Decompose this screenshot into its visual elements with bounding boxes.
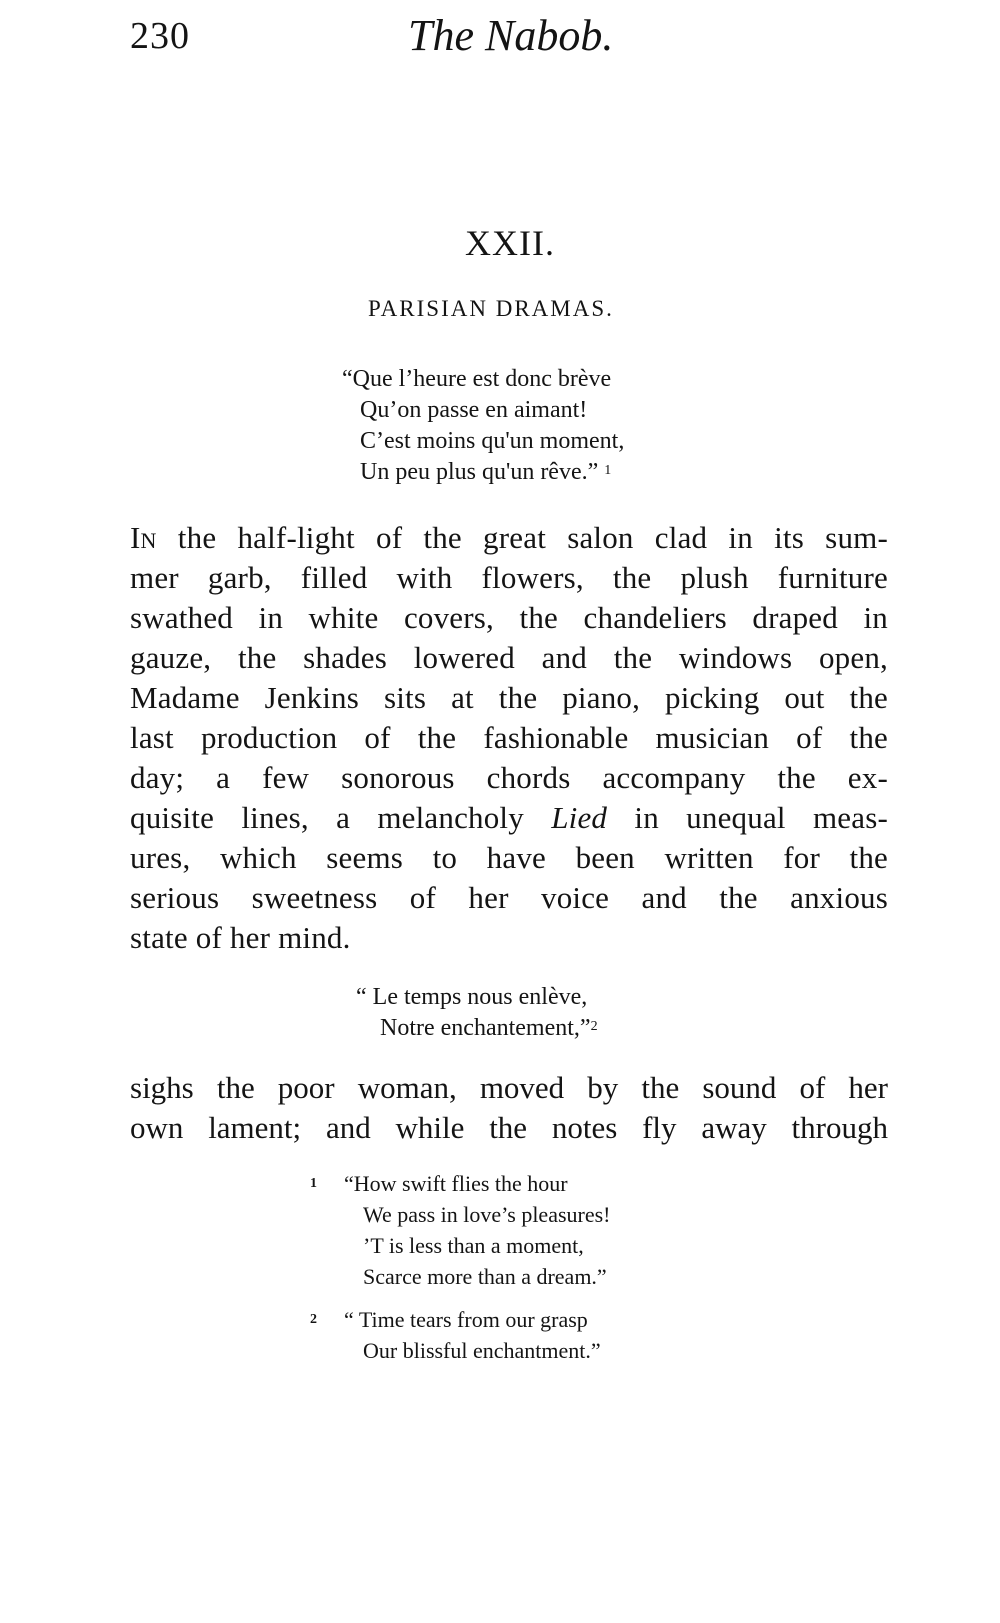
footnote-line bbox=[310, 1304, 611, 1335]
footnote-line: We pass in love’s pleasures! bbox=[363, 1202, 611, 1227]
footnote-mark: 2 bbox=[310, 1312, 317, 1327]
chapter-number: XXII. bbox=[465, 223, 555, 263]
body-line-text: quisite lines, a melancholy bbox=[130, 800, 552, 835]
body-line: day; a few sonorous chords accompany the ex- bbox=[130, 760, 888, 795]
chapter-title: PARISIAN DRAMAS. bbox=[368, 296, 614, 321]
body-line: state of her mind. bbox=[130, 920, 351, 955]
page-number: 230 bbox=[130, 15, 190, 57]
inline-quote bbox=[356, 982, 598, 1044]
footnote-1 bbox=[310, 1168, 611, 1292]
body-line: last production of the fashionable musician of the bbox=[130, 720, 888, 755]
body-line: swathed in white covers, the chandeliers draped in bbox=[130, 600, 888, 635]
body-paragraph bbox=[130, 518, 888, 958]
quote-line-last bbox=[356, 1013, 598, 1044]
footnote-line: ’T is less than a moment, bbox=[363, 1233, 584, 1258]
italic-lied: Lied bbox=[551, 800, 608, 835]
footnote-ref-1: 1 bbox=[604, 463, 612, 478]
body-line: Madame Jenkins sits at the piano, picking out the bbox=[130, 680, 888, 715]
footnote-text: “How swift flies the hour bbox=[344, 1171, 568, 1196]
body-line: own lament; and while the notes fly away through bbox=[130, 1110, 888, 1145]
quote-line: Notre enchantement,” bbox=[380, 1015, 591, 1041]
body-line: gauze, the shades lowered and the windows open, bbox=[130, 640, 888, 675]
body-line bbox=[130, 798, 888, 838]
continuation-paragraph bbox=[130, 1068, 888, 1148]
footnote-line bbox=[310, 1168, 611, 1199]
footnote-2 bbox=[310, 1304, 611, 1366]
epigraph-line: Un peu plus qu'un rêve.” bbox=[360, 459, 599, 485]
footnote-ref-2: 2 bbox=[590, 1019, 598, 1034]
footnote-line: Our blissful enchantment.” bbox=[363, 1338, 601, 1363]
epigraph-line-last bbox=[342, 457, 624, 488]
epigraph-line: Qu’on passe en aimant! bbox=[360, 397, 588, 423]
quote-line: “ Le temps nous enlève, bbox=[356, 984, 588, 1010]
footnote-line: Scarce more than a dream.” bbox=[363, 1264, 607, 1289]
body-line bbox=[130, 518, 888, 558]
body-line-text: in unequal meas- bbox=[607, 800, 889, 835]
running-title: The Nabob. bbox=[408, 11, 614, 60]
body-line-text: the half-light of the great salon clad in its sum- bbox=[156, 520, 888, 555]
body-line: serious sweetness of her voice and the anxious bbox=[130, 880, 888, 915]
footnotes bbox=[310, 1168, 611, 1378]
body-line: mer garb, filled with flowers, the plush furniture bbox=[130, 560, 888, 595]
epigraph-line: C’est moins qu'un moment, bbox=[360, 428, 625, 454]
epigraph-line: “Que l’heure est donc brève bbox=[342, 366, 612, 392]
body-line: ures, which seems to have been written for the bbox=[130, 840, 888, 875]
footnote-mark: 1 bbox=[310, 1176, 317, 1191]
body-line: sighs the poor woman, moved by the sound of her bbox=[130, 1070, 888, 1105]
epigraph bbox=[342, 364, 624, 488]
drop-word: In bbox=[130, 520, 157, 555]
footnote-text: “ Time tears from our grasp bbox=[344, 1307, 588, 1332]
